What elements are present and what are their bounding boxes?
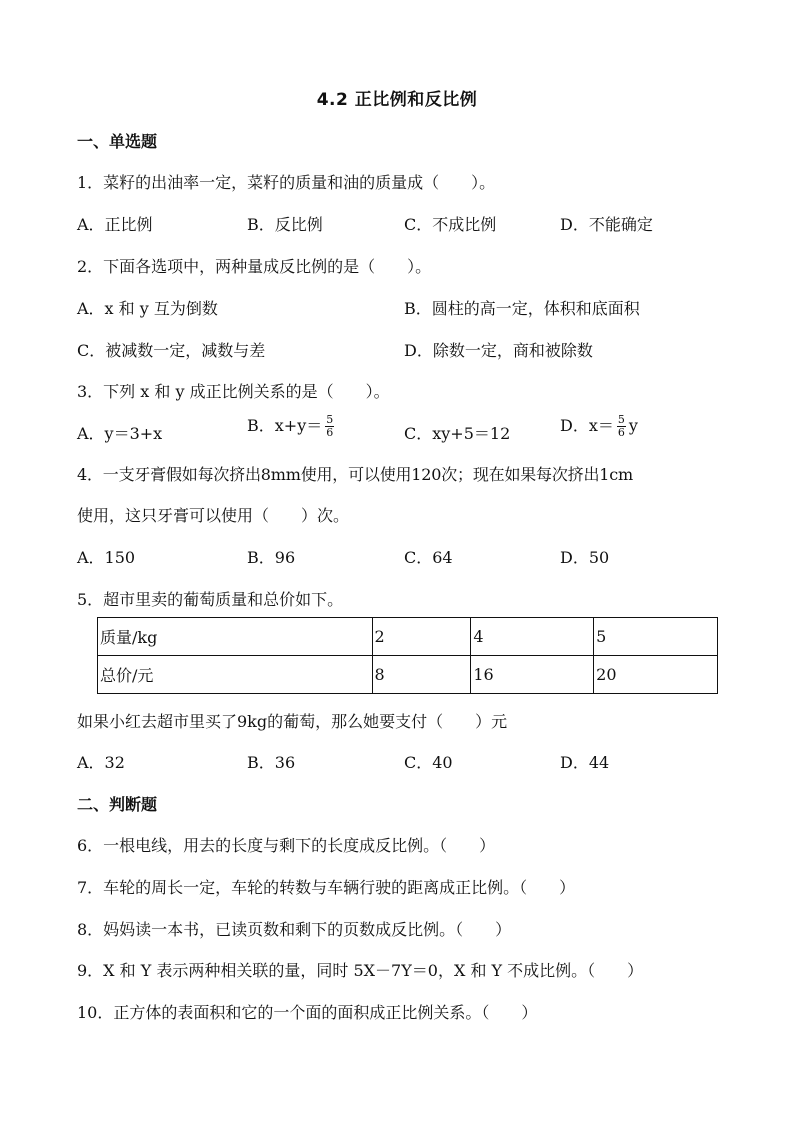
fraction [325,414,334,439]
question-1-option-c: C．不成比例 [404,215,497,234]
question-5-stem: 5．超市里卖的葡萄质量和总价如下。 [77,590,344,609]
question-3-option-d [560,413,638,439]
question-2-option-a: A．x 和 y 互为倒数 [77,299,218,318]
question-4-option-b: B．96 [247,548,296,567]
table-cell: 5 [594,618,718,656]
question-5-option-a: A．32 [77,753,125,772]
table-cell: 总价/元 [98,656,373,694]
question-4-stem-line-2: 使用，这只牙膏可以使用（ ）次。 [77,506,350,525]
question-4-stem-line-1: 4．一支牙膏假如每次挤出8mm使用，可以使用120次；现在如果每次挤出1cm [77,465,633,484]
table-cell: 8 [372,656,471,694]
fraction-denominator: 6 [326,426,334,439]
fraction [617,414,626,439]
question-1-stem: 1．菜籽的出油率一定，菜籽的质量和油的质量成（ ）。 [77,173,496,192]
question-9-stem: 9．X 和 Y 表示两种相关联的量，同时 5X－7Y＝0，X 和 Y 不成比例。（ ） [77,961,644,980]
question-3-option-d-suffix: y [628,416,638,435]
table-cell: 2 [372,618,471,656]
fraction-numerator: 5 [326,413,334,426]
table-row [98,656,718,694]
section-heading-true-false: 二、判断题 [77,795,158,814]
question-2-option-d: D．除数一定，商和被除数 [404,341,593,360]
table-cell: 4 [471,618,594,656]
question-3-option-d-text: D．x＝ [560,416,614,435]
question-3-option-b-text: B．x+y＝ [247,416,323,435]
question-8-stem: 8．妈妈读一本书，已读页数和剩下的页数成反比例。（ ） [77,920,512,939]
fraction-denominator: 6 [617,426,625,439]
question-5-option-b: B．36 [247,753,296,772]
table-row [98,618,718,656]
table-cell: 20 [594,656,718,694]
price-table [97,617,718,694]
question-2-option-b: B．圆柱的高一定，体积和底面积 [404,299,640,318]
question-7-stem: 7．车轮的周长一定，车轮的转数与车辆行驶的距离成正比例。（ ） [77,878,576,897]
question-6-stem: 6．一根电线，用去的长度与剩下的长度成反比例。（ ） [77,836,496,855]
question-3-stem: 3．下列 x 和 y 成正比例关系的是（ ）。 [77,382,390,401]
question-3-option-c: C．xy+5＝12 [404,424,511,443]
question-5-option-d: D．44 [560,753,610,772]
question-3-option-a: A．y＝3+x [77,424,163,443]
question-10-stem: 10．正方体的表面积和它的一个面的面积成正比例关系。（ ） [77,1003,538,1022]
question-1-option-d: D．不能确定 [560,215,653,234]
question-1-option-a: A．正比例 [77,215,153,234]
question-5-followup: 如果小红去超市里买了9kg的葡萄，那么她要支付（ ）元 [77,712,508,731]
question-5-option-c: C．40 [404,753,453,772]
question-4-option-c: C．64 [404,548,453,567]
fraction-numerator: 5 [617,413,625,426]
question-2-option-c: C．被减数一定，减数与差 [77,341,266,360]
table-cell: 质量/kg [98,618,373,656]
table-cell: 16 [471,656,594,694]
question-4-option-a: A．150 [77,548,136,567]
question-1-option-b: B．反比例 [247,215,323,234]
question-2-stem: 2．下面各选项中，两种量成反比例的是（ ）。 [77,257,432,276]
question-4-option-d: D．50 [560,548,610,567]
question-3-option-b [247,413,337,439]
page-title: 4.2 正比例和反比例 [316,90,478,110]
section-heading-single-choice: 一、单选题 [77,132,158,151]
